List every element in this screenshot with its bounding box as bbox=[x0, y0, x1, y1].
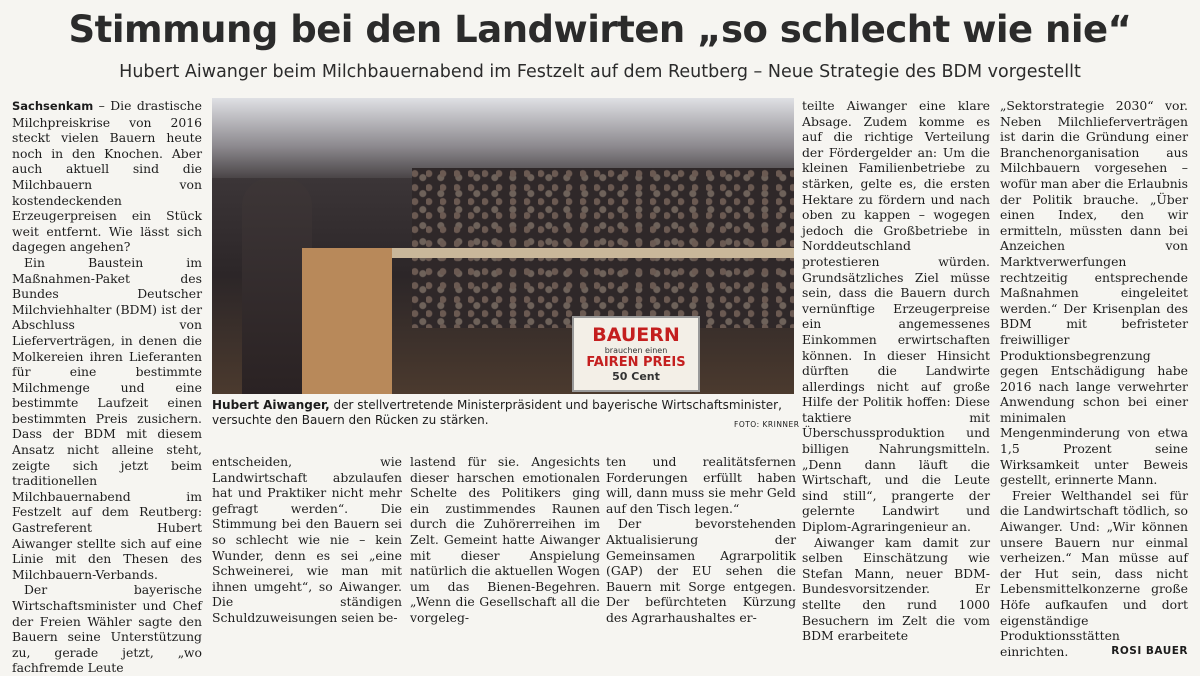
paragraph: „Sektorstrategie 2030“ vor. Neben Milchlieferverträgen ist darin die Gründung einer Branchenorganisation aus Milchbauern vorgesehen – wofür man aber die Erlaubnis der Politik brauche. „Über einen Index, den wir ermitteln, müssten dann bei Anzeichen von Marktverwerfungen rechtzeitig entsprechende Maßnahmen eingeleitet werden.“ Der Krisenplan des BDM mit befristeter freiwilliger Produktionsbegrenzung gegen Entschädigung habe 2016 nach lange verwehrter Anwendung schon bei einer minimalen Mengenminderung von etwa 1,5 Prozent seine Wirksamkeit unter Beweis gestellt, erinnerte Mann. bbox=[1000, 98, 1188, 488]
article-column-1 bbox=[12, 98, 202, 676]
article-column-3 bbox=[410, 454, 600, 626]
article-column-2 bbox=[212, 454, 402, 626]
paragraph-text: Freier Welthandel sei für die Landwirtschaft tödlich, so Aiwanger. Und: „Wir können unsere Bauern nur einmal verheizen.“ Man müsse auf der Hut sein, dass nicht Lebensmittelkonzerne große Höfe aufkaufen und dort eigenständige Produktionsstätten einrichten. bbox=[1000, 487, 1188, 659]
article-photo bbox=[212, 98, 794, 394]
paragraph: Aiwanger kam damit zur selben Einschätzung wie Stefan Mann, neuer BDM-Bundesvorsitzender. Er stellte den rund 1000 Besuchern im Zelt die vom BDM erarbeitete bbox=[802, 534, 990, 644]
paragraph: ten und realitätsfernen Forderungen erfüllt haben will, dann muss sie mehr Geld auf den Tisch legen.“ bbox=[606, 454, 796, 516]
protest-sign bbox=[572, 316, 700, 392]
photo-caption bbox=[212, 398, 794, 428]
caption-text: der stellvertretende Ministerpräsident und bayerische Wirtschaftsminister, versuchte den Bauern den Rücken zu stärken. bbox=[212, 398, 782, 427]
article-column-4 bbox=[606, 454, 796, 626]
paragraph-text: – Die drastische Milchpreiskrise von 2016 steckt vielen Bauern heute noch in den Knochen. Aber auch aktuell sind die Milchbauern von kostendeckenden Erzeugerpreisen ein Stück weit entfernt. Wie lässt sich dagegen angehen? bbox=[12, 98, 202, 255]
article-column-5 bbox=[802, 98, 990, 644]
photo-credit: FOTO: KRINNER bbox=[734, 420, 800, 429]
subheadline: Hubert Aiwanger beim Milchbauernabend im Festzelt auf dem Reutberg – Neue Strategie des BDM vorgestellt bbox=[119, 62, 1081, 82]
sign-line: brauchen einen bbox=[604, 346, 668, 355]
paragraph: lastend für sie. Angesichts dieser harschen emotionalen Schelte des Politikers ging ein zustimmendes Raunen durch die Zuhörerreihen im Zelt. Gemeint hatte Aiwanger mit dieser Anspielung natürlich die aktuellen Wogen um das Bienen-Begehren. „Wenn die Gesellschaft all die vorgeleg- bbox=[410, 454, 600, 625]
paragraph: Der bayerische Wirtschaftsminister und Chef der Freien Wähler sagte den Bauern seine Unterstützung zu, gerade jetzt, „wo fachfremde Leute bbox=[12, 582, 202, 676]
caption-name: Hubert Aiwanger, bbox=[212, 398, 330, 412]
paragraph: Der bevorstehenden Aktualisierung der Gemeinsamen Agrarpolitik (GAP) der EU sehen die Bauern mit Sorge entgegen. Der befürchteten Kürzung des Agrarhaushaltes er- bbox=[606, 516, 796, 625]
paragraph: entscheiden, wie Landwirtschaft abzulaufen hat und Praktiker nicht mehr gefragt werden“. Die Stimmung bei den Bauern sei so schlecht wie nie – kein Wunder, denn es sei „eine Schweinerei, wie man mit ihnen umgeht“, so Aiwanger. Die ständigen Schuldzuweisungen seien be- bbox=[212, 454, 402, 625]
lectern bbox=[302, 248, 392, 394]
paragraph: teilte Aiwanger eine klare Absage. Zudem komme es auf die richtige Verteilung der Fördergelder an: Um die kleinen Familienbetriebe zu stärken, gelte es, die ersten Hektare zu fördern und nach oben zu kappen – wogegen jedoch die Großbetriebe in Norddeutschland protestieren würden. Grundsätzliches Ziel müsse sein, dass die Bauern durch vernünftige Erzeugerpreise ein angemessenes Einkommen erwirtschaften können. In dieser Hinsicht dürften die Landwirte allerdings nicht auf große Hilfe der Politik hoffen: Diese taktiere mit Überschussproduktion und billigen Nahrungsmitteln. „Denn dann läuft die Wirtschaft, und die Leute sind still“, prangerte der gelernte Landwirt und Diplom-Agraringenieur an. bbox=[802, 98, 990, 535]
article-column-6 bbox=[1000, 98, 1188, 659]
sign-line: FAIREN PREIS bbox=[586, 355, 686, 370]
railing bbox=[392, 248, 794, 258]
sign-line: 50 Cent bbox=[612, 370, 660, 383]
tent-roof bbox=[212, 98, 794, 178]
sign-line: BAUERN bbox=[592, 324, 680, 346]
headline: Stimmung bei den Landwirten „so schlecht wie nie“ bbox=[68, 8, 1132, 51]
paragraph bbox=[12, 98, 202, 255]
dateline: Sachsenkam bbox=[12, 99, 94, 113]
author-signature: ROSI BAUER bbox=[1111, 644, 1188, 657]
paragraph bbox=[1000, 488, 1188, 660]
paragraph: Ein Baustein im Maßnahmen-Paket des Bundes Deutscher Milchviehhalter (BDM) ist der Abschluss von Lieferverträgen, in denen die Molkereien ihren Lieferanten für eine bestimmte Milchmenge und eine bestimmte Laufzeit einen bestimmten Preis zusichern. Dass der BDM mit diesem Ansatz nicht alleine steht, zeigte sich jetzt beim traditionellen Milchbauernabend im Festzelt auf dem Reutberg: Gastreferent Hubert Aiwanger stellte sich auf eine Linie mit den Thesen des Milchbauern-Verbands. bbox=[12, 254, 202, 582]
